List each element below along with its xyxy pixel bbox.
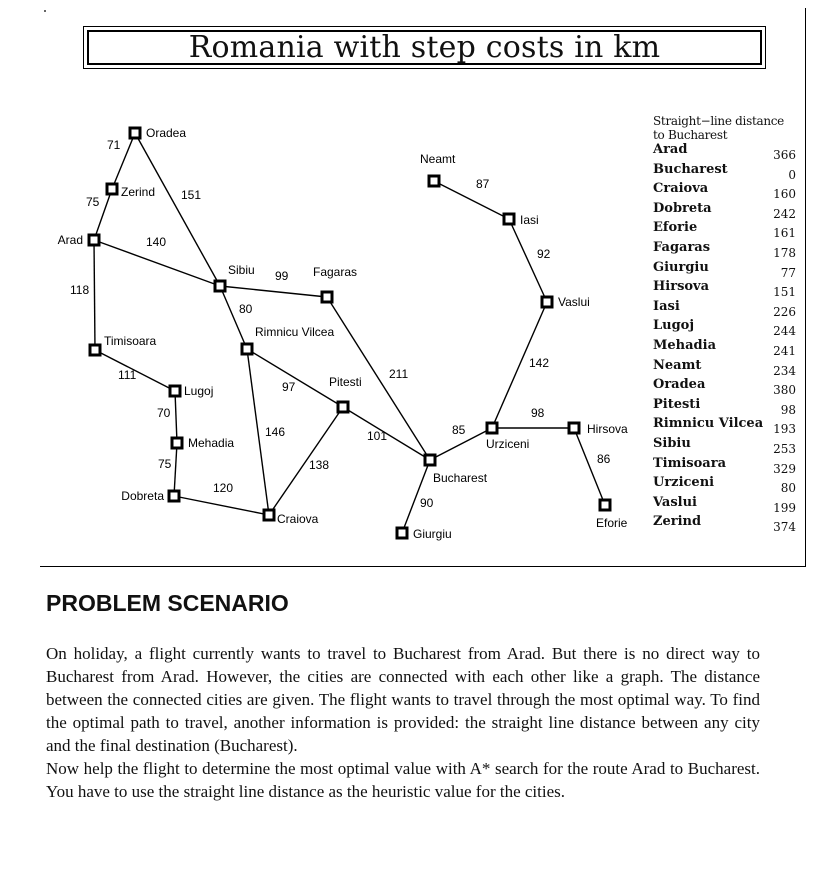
sld-distance-value: 199 — [773, 500, 796, 515]
sld-row — [653, 338, 796, 358]
problem-heading: PROBLEM SCENARIO — [46, 590, 289, 616]
road-craiova-pitesti — [269, 407, 343, 515]
city-label-vaslui: Vaslui — [558, 295, 590, 309]
road-sibiu-fagaras — [220, 286, 327, 297]
city-node-iasi — [504, 214, 514, 224]
road-cost-urziceni-vaslui: 142 — [529, 356, 550, 370]
sld-heading-line2: to Bucharest — [653, 128, 728, 142]
city-node-fagaras — [322, 292, 332, 302]
sld-row — [653, 299, 796, 319]
sld-city-name: Pitesti — [653, 396, 701, 412]
sld-distance-value: 241 — [773, 343, 796, 358]
city-label-neamt: Neamt — [420, 152, 456, 166]
road-cost-sibiu-rimnicu: 80 — [239, 302, 253, 316]
city-node-arad — [89, 235, 99, 245]
city-label-zerind: Zerind — [121, 185, 156, 199]
road-cost-rimnicu-pitesti: 97 — [282, 380, 296, 394]
sld-city-name: Oradea — [653, 377, 706, 393]
city-label-mehadia: Mehadia — [188, 436, 235, 450]
sld-city-name: Fagaras — [653, 239, 711, 255]
sld-city-name: Timisoara — [653, 455, 726, 471]
road-cost-arad-sibiu: 140 — [146, 235, 167, 249]
city-label-sibiu: Sibiu — [228, 263, 255, 277]
roads-layer — [94, 133, 605, 533]
city-node-craiova — [264, 510, 274, 520]
city-node-eforie — [600, 500, 610, 510]
road-cost-hirsova-eforie: 86 — [597, 452, 611, 466]
sld-distance-value: 366 — [773, 148, 796, 162]
city-node-dobreta — [169, 491, 179, 501]
city-labels-layer — [58, 126, 628, 541]
road-cost-fagaras-bucharest: 211 — [389, 367, 409, 381]
city-label-bucharest: Bucharest — [433, 471, 488, 485]
road-lugoj-mehadia — [175, 391, 177, 443]
sld-distance-value: 193 — [773, 422, 796, 437]
road-hirsova-eforie — [574, 428, 605, 505]
problem-paragraph-2: Now help the flight to determine the most optimal value with A* search for the route Arad to Bucharest. You have to use the straight line distance as the heuristic value for the cities. — [46, 759, 760, 801]
sld-distance-value: 374 — [773, 520, 796, 535]
sld-distance-value: 151 — [773, 285, 796, 300]
sld-distance-value: 160 — [773, 187, 796, 202]
city-node-pitesti — [338, 402, 348, 412]
sld-city-name: Arad — [653, 142, 688, 157]
sld-city-name: Hirsova — [653, 279, 710, 295]
sld-row — [653, 260, 796, 280]
sld-distance-value: 77 — [780, 265, 796, 280]
sld-distance-value: 178 — [773, 245, 796, 260]
road-cost-iasi-neamt: 87 — [476, 177, 490, 191]
sld-city-name: Craiova — [653, 181, 709, 197]
road-mehadia-dobreta — [174, 443, 177, 496]
road-cost-arad-timisoara: 118 — [70, 283, 90, 297]
sld-distance-value: 253 — [773, 441, 796, 456]
road-sibiu-rimnicu — [220, 286, 247, 349]
sld-row — [653, 358, 796, 378]
sld-row — [653, 220, 796, 240]
city-label-dobreta: Dobreta — [121, 489, 164, 503]
sld-row — [653, 495, 796, 515]
city-label-oradea: Oradea — [146, 126, 187, 140]
city-node-oradea — [130, 128, 140, 138]
sld-city-name: Neamt — [653, 357, 702, 373]
sld-city-name: Vaslui — [653, 494, 697, 510]
sld-row — [653, 475, 796, 495]
sld-city-name: Urziceni — [653, 475, 715, 491]
city-label-giurgiu: Giurgiu — [413, 527, 452, 541]
road-cost-oradea-sibiu: 151 — [181, 188, 202, 202]
city-label-urziceni: Urziceni — [486, 437, 530, 451]
city-label-arad: Arad — [57, 233, 83, 247]
road-cost-oradea-zerind: 71 — [107, 138, 121, 152]
city-label-rimnicu: Rimnicu Vilcea — [255, 325, 335, 339]
straight-line-distance-table — [653, 114, 796, 534]
sld-row — [653, 397, 796, 417]
sld-distance-value: 0 — [788, 167, 796, 182]
sld-distance-value: 242 — [773, 206, 796, 221]
city-node-giurgiu — [397, 528, 407, 538]
sld-distance-value: 234 — [773, 363, 796, 378]
city-node-vaslui — [542, 297, 552, 307]
sld-city-name: Rimnicu Vilcea — [653, 416, 764, 432]
sld-city-name: Iasi — [653, 298, 680, 314]
sld-city-name: Eforie — [653, 220, 698, 236]
road-cost-craiova-pitesti: 138 — [309, 458, 330, 472]
sld-distance-value: 226 — [773, 304, 796, 319]
road-cost-rimnicu-craiova: 146 — [265, 425, 286, 439]
city-node-lugoj — [170, 386, 180, 396]
sld-row — [653, 279, 796, 299]
sld-city-name: Lugoj — [653, 318, 695, 334]
city-label-eforie: Eforie — [596, 516, 628, 530]
city-label-lugoj: Lugoj — [184, 384, 214, 398]
sld-distance-value: 244 — [773, 324, 796, 339]
city-node-neamt — [429, 176, 439, 186]
road-cost-bucharest-urziceni: 85 — [452, 423, 466, 437]
city-node-bucharest — [425, 455, 435, 465]
city-label-timisoara: Timisoara — [104, 334, 157, 348]
city-node-rimnicu — [242, 344, 252, 354]
sld-row — [653, 201, 796, 221]
city-label-craiova: Craiova — [277, 512, 319, 526]
problem-paragraph-1: On holiday, a flight currently wants to travel to Bucharest from Arad. But there is no direct way to Bucharest from Arad. However, the cities are connected with each other like a graph. The distance between the connected cities are given. The flight wants to travel through the most optimal way. To find the optimal path to travel, another information is provided: the straight line distance between any city and the final destination (Bucharest). — [46, 644, 760, 755]
road-cost-timisoara-lugoj: 111 — [118, 368, 137, 382]
sld-row — [653, 142, 796, 162]
sld-city-name: Sibiu — [653, 435, 691, 451]
city-node-zerind — [107, 184, 117, 194]
city-label-pitesti: Pitesti — [329, 375, 362, 389]
sld-distance-value: 329 — [773, 461, 796, 476]
road-cost-mehadia-dobreta: 75 — [158, 457, 172, 471]
sld-row — [653, 416, 796, 436]
sld-row — [653, 162, 796, 182]
road-oradea-sibiu — [135, 133, 220, 286]
map-title: Romania with step costs in km — [188, 30, 661, 65]
road-arad-timisoara — [94, 240, 95, 350]
road-cost-lugoj-mehadia: 70 — [157, 406, 171, 420]
road-cost-pitesti-bucharest: 101 — [367, 429, 388, 443]
city-node-mehadia — [172, 438, 182, 448]
city-label-hirsova: Hirsova — [587, 422, 628, 436]
city-node-timisoara — [90, 345, 100, 355]
sld-row — [653, 514, 796, 534]
road-iasi-neamt — [434, 181, 509, 219]
sld-distance-value: 380 — [773, 383, 796, 398]
city-label-iasi: Iasi — [520, 213, 539, 227]
sld-city-name: Zerind — [653, 514, 702, 530]
road-cost-zerind-arad: 75 — [86, 195, 100, 209]
road-cost-vaslui-iasi: 92 — [537, 247, 551, 261]
city-label-fagaras: Fagaras — [313, 265, 358, 279]
sld-heading-line1: Straight−line distance — [653, 114, 784, 128]
road-cost-urziceni-hirsova: 98 — [531, 406, 545, 420]
sld-distance-value: 161 — [773, 226, 796, 241]
sld-row — [653, 436, 796, 456]
sld-row — [653, 318, 796, 338]
city-node-urziceni — [487, 423, 497, 433]
road-cost-bucharest-giurgiu: 90 — [420, 496, 434, 510]
sld-city-name: Giurgiu — [653, 259, 709, 275]
road-cost-sibiu-fagaras: 99 — [275, 269, 289, 283]
city-node-hirsova — [569, 423, 579, 433]
sld-row — [653, 377, 796, 397]
sld-distance-value: 98 — [780, 402, 796, 417]
sld-row — [653, 456, 796, 476]
sld-row — [653, 181, 796, 201]
problem-section — [46, 590, 760, 803]
road-dobreta-craiova — [174, 496, 269, 515]
sld-city-name: Dobreta — [653, 200, 712, 216]
sld-distance-value: 80 — [780, 481, 796, 496]
road-cost-dobreta-craiova: 120 — [213, 481, 234, 495]
sld-rows — [653, 142, 796, 534]
city-node-sibiu — [215, 281, 225, 291]
sld-city-name: Bucharest — [653, 161, 728, 177]
sld-row — [653, 240, 796, 260]
sld-city-name: Mehadia — [653, 337, 716, 353]
